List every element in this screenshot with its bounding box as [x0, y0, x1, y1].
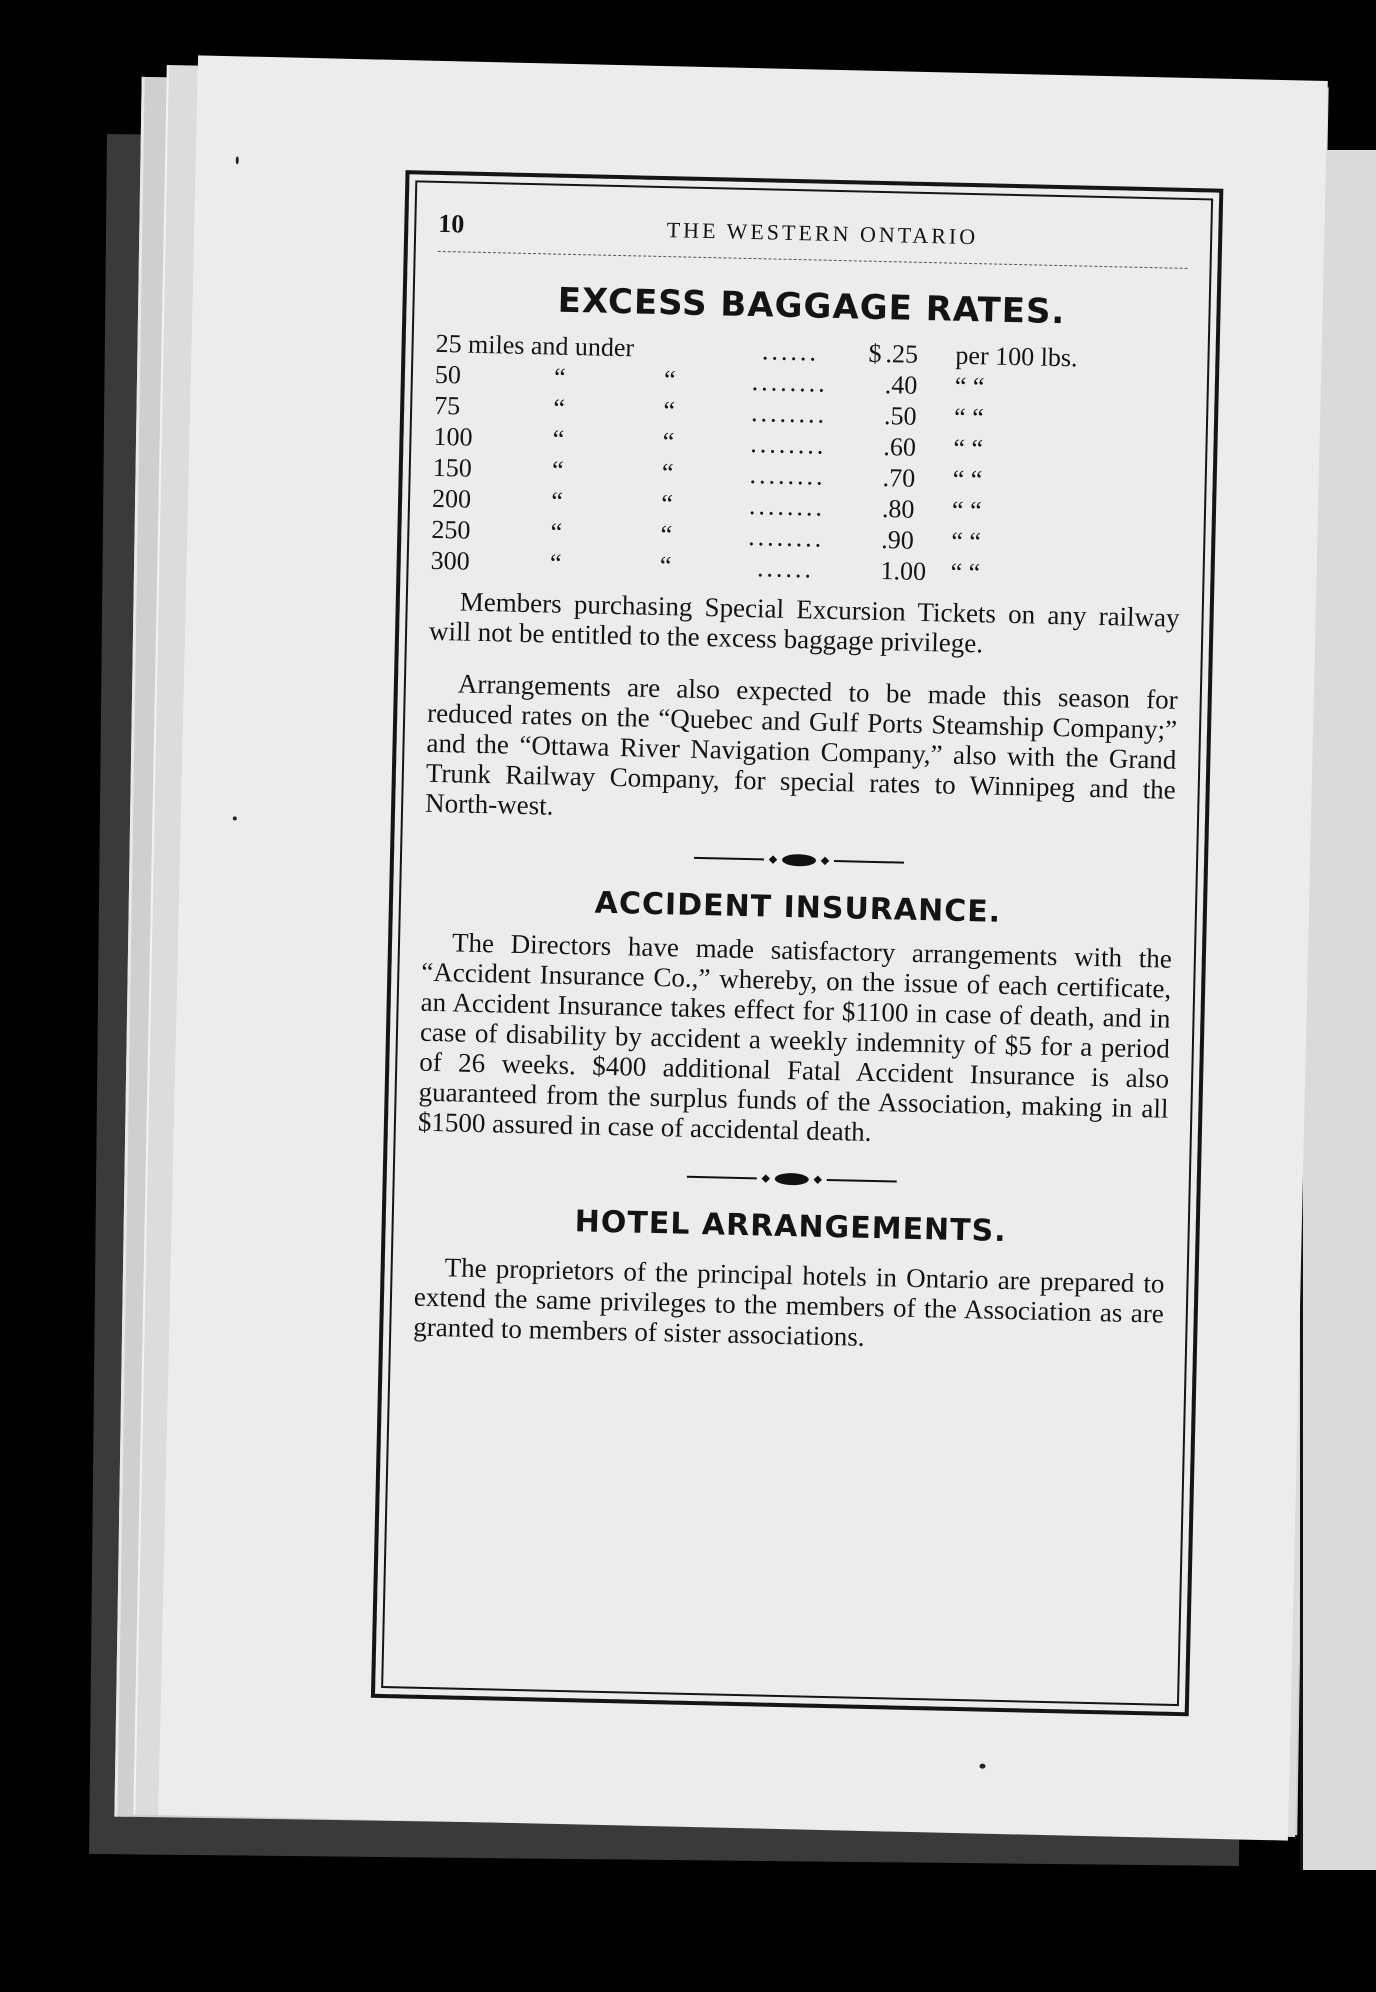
- page-content: [413, 209, 1189, 1359]
- section-divider-ornament: [417, 1165, 1167, 1194]
- running-header: [438, 209, 1189, 269]
- rate-ditto-2: “: [662, 427, 675, 457]
- rate-ditto-1: “: [550, 486, 564, 516]
- rate-ditto-1: “: [553, 362, 566, 392]
- rate-amount: .50: [883, 401, 917, 431]
- accident-insurance-heading: ACCIDENT INSURANCE.: [594, 885, 1002, 930]
- rate-distance: 300: [430, 545, 471, 576]
- rate-leader-dots: ........: [750, 429, 827, 460]
- rate-dollar-sign: [852, 492, 879, 524]
- rate-dollar-sign: [850, 554, 877, 586]
- rate-ditto-1: “: [549, 548, 562, 578]
- rate-dollar-sign: [854, 368, 881, 400]
- rate-amount: .60: [883, 432, 917, 462]
- arrangements-note: Arrangements are also expected to be made this season for reduced rates on the “Quebec and Gulf Ports Steamship Company;” and the “Ottawa River Navigation Company,” also with the Grand Trunk Railway Company, for special rates to Winnipeg and the North-west.: [424, 668, 1179, 821]
- rate-unit: “ “: [954, 371, 985, 402]
- section-divider-ornament: [424, 846, 1174, 875]
- rate-dollar-sign: [852, 461, 879, 493]
- rate-ditto-1: “: [553, 393, 566, 423]
- hotel-arrangements-text: The proprietors of the principal hotels in Ontario are prepared to extend the same privileges to the members of the Association as are granted to members of sister associations.: [412, 1252, 1165, 1352]
- page-border-frame: [371, 170, 1223, 1716]
- rate-unit: “ “: [950, 557, 981, 588]
- rate-ditto-2: “: [661, 458, 674, 488]
- rate-ditto-2: “: [660, 489, 674, 519]
- rate-leader-dots: ........: [748, 522, 825, 553]
- rate-distance: 75: [433, 390, 461, 421]
- rate-amount: .70: [882, 463, 916, 493]
- rate-amount: 1.00: [880, 556, 927, 587]
- rate-amount: .80: [881, 494, 915, 524]
- rate-dollar-sign: [851, 523, 878, 555]
- rate-distance: 25 miles and under: [435, 328, 635, 363]
- rate-ditto-2: “: [660, 520, 673, 550]
- rate-leader-dots: ........: [749, 460, 827, 491]
- rate-amount: .40: [884, 370, 918, 400]
- hotel-arrangements-heading: HOTEL ARRANGEMENTS.: [574, 1204, 1007, 1250]
- rate-unit: “ “: [953, 433, 984, 464]
- excess-baggage-heading: EXCESS BAGGAGE RATES.: [557, 280, 1066, 333]
- rate-unit: “ “: [953, 402, 985, 433]
- rate-distance: 250: [431, 514, 471, 545]
- rate-leader-dots: ......: [761, 336, 820, 367]
- rate-distance: 50: [434, 359, 462, 390]
- rate-unit: “ “: [952, 464, 983, 495]
- print-speck: [979, 1764, 985, 1769]
- rate-unit: “ “: [950, 526, 982, 557]
- rate-distance: 200: [431, 483, 472, 514]
- rate-unit: per 100 lbs.: [955, 340, 1078, 373]
- rate-dollar-sign: $: [868, 338, 882, 368]
- rate-distance: 150: [432, 452, 473, 483]
- rate-ditto-1: “: [552, 424, 565, 454]
- rate-ditto-1: “: [551, 455, 564, 485]
- rate-leader-dots: ........: [748, 491, 826, 522]
- rate-amount: .25: [885, 339, 919, 369]
- accident-insurance-text: The Directors have made satisfactory arrangements with the “Accident Insurance Co.,” whereby, on the issue of each certificate, an Accident Insurance takes effect for $1100 in case of death, and in case of disability by accident a weekly indemnity of $5 for a period of 26 weeks. $400 additional Fatal Accident Insurance is also guaranteed from the surplus funds of the Association, making in all $1500 assured in case of accidental death.: [417, 927, 1173, 1147]
- rate-leader-dots: ......: [756, 553, 815, 584]
- rate-ditto-2: “: [659, 551, 672, 581]
- page-number: 10: [438, 208, 465, 239]
- rate-ditto-2: “: [663, 396, 676, 426]
- excess-baggage-rates-table: [430, 328, 1185, 593]
- print-speck: [233, 816, 237, 820]
- members-note: Members purchasing Special Excursion Tickets on any railway will not be entitled to the excess baggage privilege.: [428, 586, 1180, 659]
- rate-ditto-1: “: [550, 517, 563, 547]
- running-title: THE WESTERN ONTARIO: [666, 217, 979, 250]
- rate-leader-dots: ........: [751, 367, 829, 398]
- rate-ditto-2: “: [663, 365, 676, 395]
- rate-amount: .90: [880, 525, 915, 555]
- rate-distance: 100: [433, 421, 473, 452]
- rate-dollar-sign: [853, 430, 880, 462]
- rate-unit: “ “: [951, 495, 982, 526]
- book-page: [158, 55, 1328, 1840]
- rate-dollar-sign: [854, 399, 881, 431]
- print-speck: [236, 156, 239, 164]
- rate-leader-dots: ........: [750, 398, 828, 429]
